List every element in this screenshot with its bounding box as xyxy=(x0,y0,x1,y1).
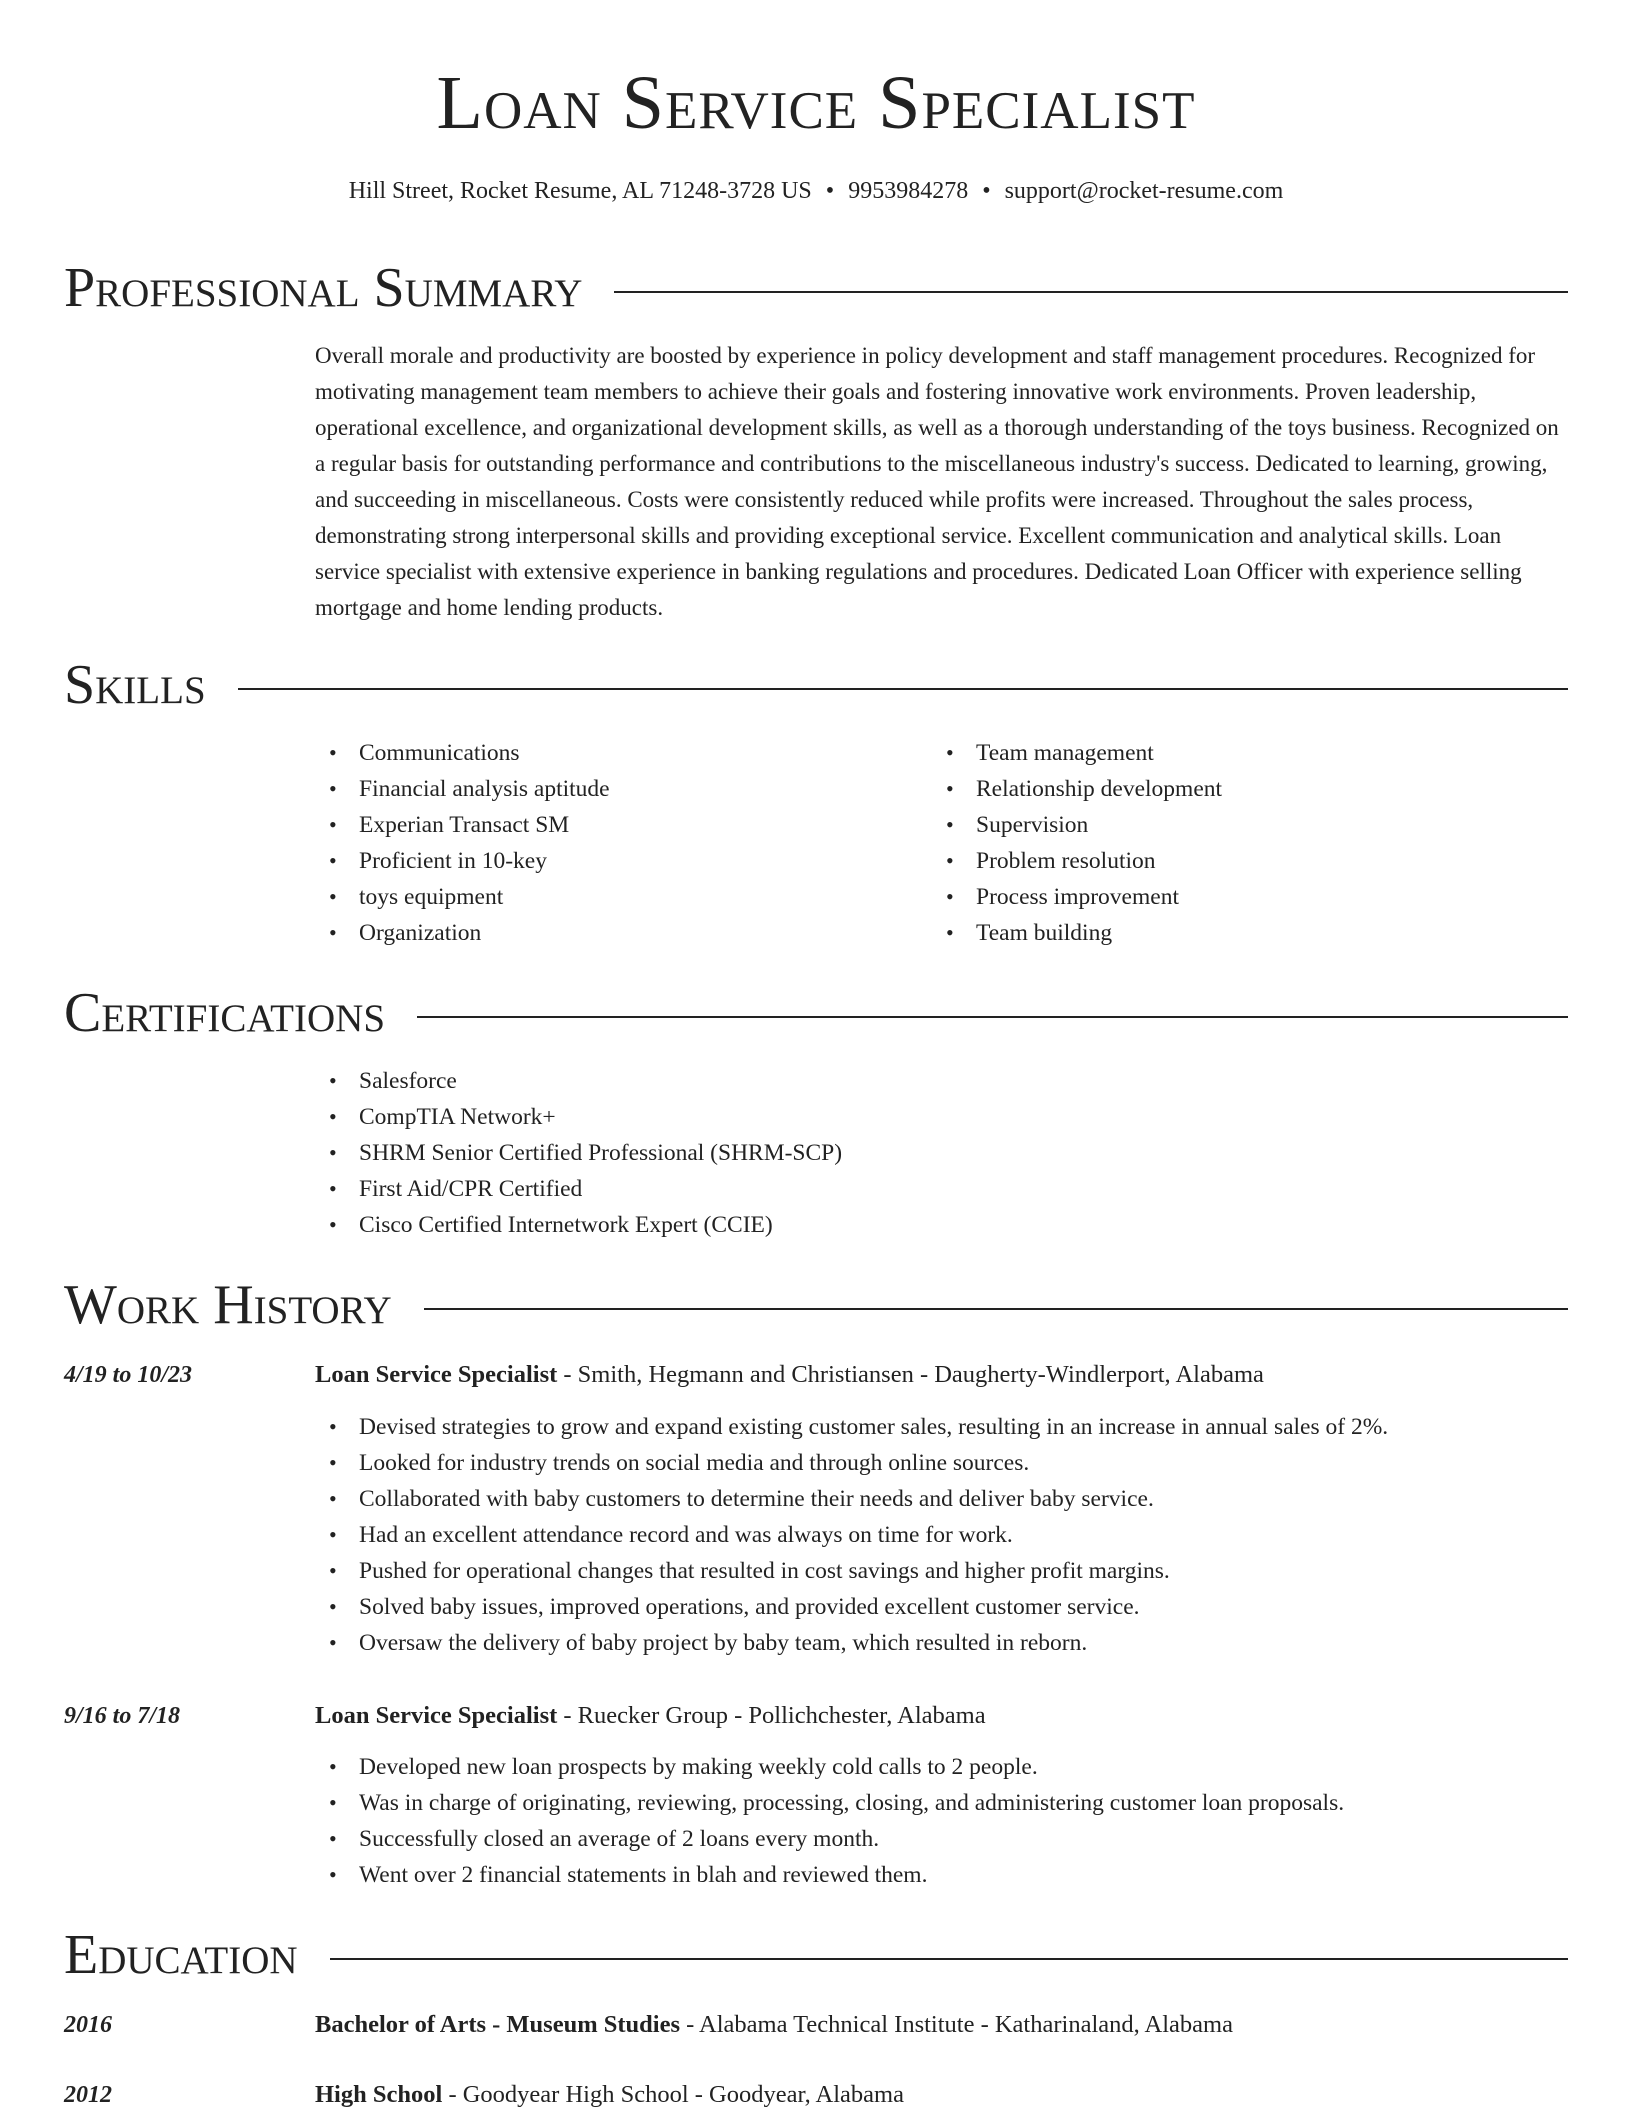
skill-item: • Proficient in 10-key xyxy=(315,843,915,879)
certification-item: • Salesforce xyxy=(315,1063,1565,1099)
contact-line xyxy=(0,176,1632,206)
separator: • xyxy=(825,178,835,204)
separator: • xyxy=(982,178,991,204)
section-divider xyxy=(330,1958,1568,1960)
candidate-name: Loan Service Specialist xyxy=(436,61,1196,145)
section-divider xyxy=(238,688,1568,690)
job-dates: 4/19 to 10/23 xyxy=(64,1362,193,1388)
skill-item: • Experian Transact SM xyxy=(315,807,915,843)
job-role: Loan Service Specialist xyxy=(315,1702,558,1729)
education-entry xyxy=(315,2010,1233,2040)
job-bullet: • Was in charge of originating, reviewing, processing, closing, and administering customer loan proposals. xyxy=(315,1785,1565,1821)
address: Hill Street, Rocket Resume, AL 71248-3728 US xyxy=(348,178,812,204)
education-year: 2016 xyxy=(64,2012,112,2038)
education-degree: High School xyxy=(315,2081,443,2108)
job-employer: - Ruecker Group - Pollichchester, Alabama xyxy=(557,1702,986,1729)
certification-item: • SHRM Senior Certified Professional (SHRM-SCP) xyxy=(315,1135,1565,1171)
education-year: 2012 xyxy=(64,2082,112,2108)
job-bullet: • Oversaw the delivery of baby project by baby team, which resulted in reborn. xyxy=(315,1625,1565,1661)
job-bullet: • Had an excellent attendance record and was always on time for work. xyxy=(315,1517,1565,1553)
section-divider xyxy=(614,291,1568,293)
section-title: Work History xyxy=(64,1274,392,1336)
skill-item: • Organization xyxy=(315,915,915,951)
skill-item: • Supervision xyxy=(932,807,1532,843)
education-school: - Alabama Technical Institute - Katharinaland, Alabama xyxy=(680,2011,1233,2038)
skill-item: • Relationship development xyxy=(932,771,1532,807)
section-divider xyxy=(424,1308,1568,1310)
job-bullet: • Collaborated with baby customers to determine their needs and deliver baby service. xyxy=(315,1481,1565,1517)
job-bullet: • Went over 2 financial statements in blah and reviewed them. xyxy=(315,1857,1565,1893)
skills-column-left xyxy=(315,735,915,951)
job-bullet: • Solved baby issues, improved operations, and provided excellent customer service. xyxy=(315,1589,1565,1625)
skills-column-right xyxy=(932,735,1532,951)
certifications-list xyxy=(315,1063,1565,1243)
certification-item: • CompTIA Network+ xyxy=(315,1099,1565,1135)
section-header-education xyxy=(64,1924,1568,1986)
education-school: - Goodyear High School - Goodyear, Alabama xyxy=(442,2081,904,2108)
certification-item: • First Aid/CPR Certified xyxy=(315,1171,1565,1207)
email[interactable]: support@rocket-resume.com xyxy=(1004,178,1284,204)
job-role: Loan Service Specialist xyxy=(315,1361,558,1388)
skill-item: • Communications xyxy=(315,735,915,771)
section-header-certifications xyxy=(64,982,1568,1044)
summary-text: Overall morale and productivity are boosted by experience in policy development and staff management procedures. Recognized for motivating management team members to achieve their goals and fostering innovative work environments. Proven leadership, operational excellence, and organizational development skills, as well as a thorough understanding of the toys business. Recognized on a regular basis for outstanding performance and contributions to the miscellaneous industry's success. Dedicated to learning, growing, and succeeding in miscellaneous. Costs were consistently reduced while profits were increased. Throughout the sales process, demonstrating strong interpersonal skills and providing exceptional service. Excellent communication and analytical skills. Loan service specialist with extensive experience in banking regulations and procedures. Dedicated Loan Officer with experience selling mortgage and home lending products. xyxy=(315,343,1559,620)
section-header-summary xyxy=(64,257,1568,319)
skill-item: • Team building xyxy=(932,915,1532,951)
section-header-work-history xyxy=(64,1274,1568,1336)
section-title: Professional Summary xyxy=(64,257,583,319)
job-bullet: • Developed new loan prospects by making weekly cold calls to 2 people. xyxy=(315,1749,1565,1785)
section-title: Education xyxy=(64,1924,298,1986)
skill-item: • Problem resolution xyxy=(932,843,1532,879)
job-dates: 9/16 to 7/18 xyxy=(64,1703,181,1729)
section-title: Certifications xyxy=(64,982,386,1044)
job-bullet: • Devised strategies to grow and expand existing customer sales, resulting in an increase in annual sales of 2%. xyxy=(315,1409,1565,1445)
job-bullets xyxy=(315,1409,1565,1661)
job-bullet: • Successfully closed an average of 2 loans every month. xyxy=(315,1821,1565,1857)
section-title: Skills xyxy=(64,654,206,716)
job-bullets xyxy=(315,1749,1565,1893)
job-bullet: • Looked for industry trends on social media and through online sources. xyxy=(315,1445,1565,1481)
certification-item: • Cisco Certified Internetwork Expert (CCIE) xyxy=(315,1207,1565,1243)
education-degree: Bachelor of Arts - Museum Studies xyxy=(315,2011,680,2038)
section-divider xyxy=(417,1016,1568,1018)
job-title-line xyxy=(315,1360,1264,1390)
education-entry xyxy=(315,2080,904,2110)
job-employer: - Smith, Hegmann and Christiansen - Daugherty-Windlerport, Alabama xyxy=(557,1361,1264,1388)
section-header-skills xyxy=(64,654,1568,716)
skill-item: • Process improvement xyxy=(932,879,1532,915)
job-bullet: • Pushed for operational changes that resulted in cost savings and higher profit margins. xyxy=(315,1553,1565,1589)
skill-item: • Team management xyxy=(932,735,1532,771)
phone: 9953984278 xyxy=(848,178,969,204)
skill-item: • Financial analysis aptitude xyxy=(315,771,915,807)
skill-item: • toys equipment xyxy=(315,879,915,915)
job-title-line xyxy=(315,1701,986,1731)
